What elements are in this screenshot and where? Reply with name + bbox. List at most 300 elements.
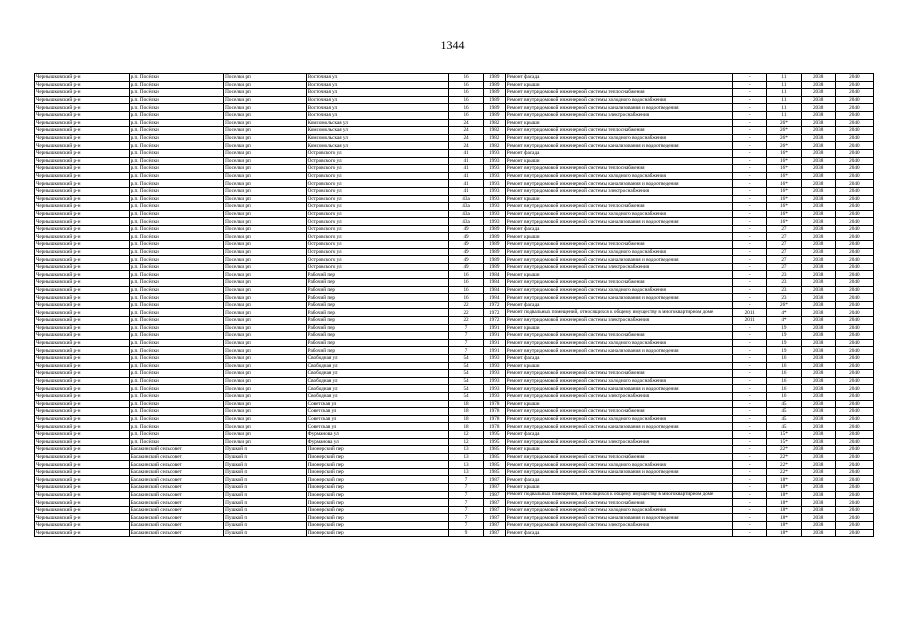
work-type-cell: Ремонт внутридомовой инженерной системы теплоснабжения (505, 370, 732, 378)
table-row (35, 408, 874, 416)
locality-cell: Пушкой п (224, 468, 306, 476)
plan-end-cell: 2040 (835, 377, 873, 385)
table-row (35, 339, 874, 347)
plan-end-cell: 2040 (835, 430, 873, 438)
settlement-cell: р.п. Посёлки (129, 301, 224, 309)
table-row (35, 210, 874, 218)
settlement-cell: р.п. Посёлки (129, 210, 224, 218)
table-row (35, 74, 874, 82)
street-cell: Островского ул (306, 248, 449, 256)
locality-cell: Поселки рп (224, 165, 306, 173)
last-repair-cell: - (733, 362, 767, 370)
plan-end-cell: 2040 (835, 74, 873, 82)
locality-cell: Поселки рп (224, 385, 306, 393)
last-repair-cell: - (733, 529, 767, 537)
plan-start-cell: 2038 (801, 362, 835, 370)
year-built-cell: 1995 (483, 438, 505, 446)
wear-cell: 11 (767, 74, 801, 82)
plan-end-cell: 2040 (835, 468, 873, 476)
district-cell: Чернышковский р-н (35, 423, 130, 431)
last-repair-cell: - (733, 180, 767, 188)
last-repair-cell: - (733, 506, 767, 514)
district-cell: Чернышковский р-н (35, 529, 130, 537)
plan-end-cell: 2040 (835, 491, 873, 499)
district-cell: Чернышковский р-н (35, 111, 130, 119)
district-cell: Чернышковский р-н (35, 271, 130, 279)
wear-cell: 45 (767, 400, 801, 408)
year-built-cell: 1993 (483, 362, 505, 370)
plan-start-cell: 2038 (801, 438, 835, 446)
plan-end-cell: 2040 (835, 89, 873, 97)
locality-cell: Поселки рп (224, 423, 306, 431)
wear-cell: 27 (767, 256, 801, 264)
work-type-cell: Ремонт внутридомовой инженерной системы теплоснабжения (505, 332, 732, 340)
settlement-cell: р.п. Посёлки (129, 187, 224, 195)
settlement-cell: р.п. Посёлки (129, 279, 224, 287)
settlement-cell: р.п. Посёлки (129, 271, 224, 279)
work-type-cell: Ремонт внутридомовой инженерной системы холодного водоснабжения (505, 377, 732, 385)
table-row (35, 256, 874, 264)
street-cell: Пионерский пер (306, 514, 449, 522)
settlement-cell: р.п. Посёлки (129, 180, 224, 188)
locality-cell: Поселки рп (224, 301, 306, 309)
year-built-cell: 1982 (483, 142, 505, 150)
wear-cell: 4* (767, 309, 801, 317)
page-number: 1344 (440, 38, 465, 52)
year-built-cell: 1993 (483, 370, 505, 378)
work-type-cell: Ремонт крыши (505, 446, 732, 454)
last-repair-cell: - (733, 218, 767, 226)
house-cell: 13 (449, 461, 483, 469)
wear-cell: 19 (767, 347, 801, 355)
last-repair-cell: - (733, 89, 767, 97)
plan-start-cell: 2038 (801, 142, 835, 150)
locality-cell: Поселки рп (224, 134, 306, 142)
street-cell: Свободная ул (306, 362, 449, 370)
work-type-cell: Ремонт внутридомовой инженерной системы теплоснабжения (505, 165, 732, 173)
settlement-cell: р.п. Посёлки (129, 286, 224, 294)
plan-start-cell: 2038 (801, 294, 835, 302)
plan-end-cell: 2040 (835, 309, 873, 317)
last-repair-cell: - (733, 415, 767, 423)
plan-end-cell: 2040 (835, 324, 873, 332)
plan-end-cell: 2040 (835, 476, 873, 484)
last-repair-cell: - (733, 225, 767, 233)
settlement-cell: р.п. Посёлки (129, 81, 224, 89)
plan-start-cell: 2038 (801, 89, 835, 97)
last-repair-cell: - (733, 446, 767, 454)
year-built-cell: 1989 (483, 248, 505, 256)
table-row (35, 81, 874, 89)
locality-cell: Поселки рп (224, 392, 306, 400)
wear-cell: 11 (767, 111, 801, 119)
locality-cell: Поселки рп (224, 195, 306, 203)
settlement-cell: р.п. Посёлки (129, 324, 224, 332)
table-row (35, 324, 874, 332)
house-cell: 7 (449, 339, 483, 347)
district-cell: Чернышковский р-н (35, 263, 130, 271)
locality-cell: Поселки рп (224, 233, 306, 241)
district-cell: Чернышковский р-н (35, 385, 130, 393)
street-cell: Свободная ул (306, 377, 449, 385)
plan-end-cell: 2040 (835, 180, 873, 188)
settlement-cell: р.п. Посёлки (129, 415, 224, 423)
last-repair-cell: - (733, 256, 767, 264)
wear-cell: 16 (767, 385, 801, 393)
year-built-cell: 1987 (483, 514, 505, 522)
locality-cell: Поселки рп (224, 286, 306, 294)
locality-cell: Пушкой п (224, 461, 306, 469)
wear-cell: 18* (767, 514, 801, 522)
year-built-cell: 1978 (483, 400, 505, 408)
street-cell: Пионерский пер (306, 522, 449, 530)
work-type-cell: Ремонт фасада (505, 476, 732, 484)
plan-start-cell: 2038 (801, 317, 835, 325)
table-row (35, 491, 874, 499)
plan-end-cell: 2040 (835, 529, 873, 537)
last-repair-cell: - (733, 104, 767, 112)
district-cell: Чернышковский р-н (35, 279, 130, 287)
work-type-cell: Ремонт крыши (505, 324, 732, 332)
settlement-cell: р.п. Посёлки (129, 248, 224, 256)
plan-start-cell: 2038 (801, 491, 835, 499)
house-cell: 41 (449, 157, 483, 165)
settlement-cell: р.п. Посёлки (129, 165, 224, 173)
table-row (35, 96, 874, 104)
wear-cell: 26* (767, 134, 801, 142)
wear-cell: 16* (767, 210, 801, 218)
locality-cell: Поселки рп (224, 408, 306, 416)
work-type-cell: Ремонт внутридомовой инженерной системы электроснабжения (505, 111, 732, 119)
settlement-cell: р.п. Посёлки (129, 370, 224, 378)
plan-start-cell: 2038 (801, 400, 835, 408)
house-cell: 41 (449, 149, 483, 157)
work-type-cell: Ремонт внутридомовой инженерной системы канализования и водоотведения (505, 385, 732, 393)
plan-end-cell: 2040 (835, 453, 873, 461)
year-built-cell: 1993 (483, 157, 505, 165)
settlement-cell: р.п. Посёлки (129, 142, 224, 150)
wear-cell: 22* (767, 468, 801, 476)
locality-cell: Пушкой п (224, 499, 306, 507)
wear-cell: 27 (767, 233, 801, 241)
house-cell: 22 (449, 317, 483, 325)
work-type-cell: Ремонт фасада (505, 301, 732, 309)
settlement-cell: Басакинский сельсовет (129, 453, 224, 461)
work-type-cell: Ремонт крыши (505, 362, 732, 370)
wear-cell: 15* (767, 430, 801, 438)
house-cell: 7 (449, 332, 483, 340)
plan-start-cell: 2038 (801, 256, 835, 264)
wear-cell: 27 (767, 225, 801, 233)
last-repair-cell: 2011 (733, 309, 767, 317)
capital-repair-table (34, 73, 874, 537)
house-cell: 24 (449, 127, 483, 135)
work-type-cell: Ремонт внутридомовой инженерной системы холодного водоснабжения (505, 506, 732, 514)
table-row (35, 438, 874, 446)
street-cell: Пионерский пер (306, 529, 449, 537)
last-repair-cell: - (733, 111, 767, 119)
wear-cell: 11 (767, 89, 801, 97)
locality-cell: Пушкой п (224, 529, 306, 537)
work-type-cell: Ремонт внутридомовой инженерной системы холодного водоснабжения (505, 339, 732, 347)
house-cell: 16 (449, 279, 483, 287)
street-cell: Восточная ул (306, 89, 449, 97)
last-repair-cell: - (733, 271, 767, 279)
settlement-cell: р.п. Посёлки (129, 400, 224, 408)
table-row (35, 279, 874, 287)
street-cell: Восточная ул (306, 74, 449, 82)
last-repair-cell: - (733, 370, 767, 378)
district-cell: Чернышковский р-н (35, 468, 130, 476)
plan-start-cell: 2038 (801, 263, 835, 271)
plan-end-cell: 2040 (835, 423, 873, 431)
plan-start-cell: 2038 (801, 127, 835, 135)
street-cell: Советская ул (306, 400, 449, 408)
year-built-cell: 1991 (483, 347, 505, 355)
district-cell: Чернышковский р-н (35, 370, 130, 378)
plan-end-cell: 2040 (835, 149, 873, 157)
locality-cell: Поселки рп (224, 142, 306, 150)
locality-cell: Поселки рп (224, 149, 306, 157)
plan-start-cell: 2038 (801, 354, 835, 362)
last-repair-cell: - (733, 347, 767, 355)
settlement-cell: Басакинский сельсовет (129, 461, 224, 469)
house-cell: 7 (449, 491, 483, 499)
work-type-cell: Ремонт внутридомовой инженерной системы канализования и водоотведения (505, 104, 732, 112)
locality-cell: Поселки рп (224, 180, 306, 188)
street-cell: Свободная ул (306, 354, 449, 362)
wear-cell: 11 (767, 81, 801, 89)
plan-start-cell: 2038 (801, 468, 835, 476)
district-cell: Чернышковский р-н (35, 522, 130, 530)
house-cell: 13 (449, 453, 483, 461)
settlement-cell: Басакинский сельсовет (129, 529, 224, 537)
year-built-cell: 1991 (483, 324, 505, 332)
table-row (35, 111, 874, 119)
wear-cell: 18* (767, 484, 801, 492)
year-built-cell: 1993 (483, 392, 505, 400)
plan-start-cell: 2038 (801, 104, 835, 112)
locality-cell: Поселки рп (224, 279, 306, 287)
table-row (35, 354, 874, 362)
settlement-cell: Басакинский сельсовет (129, 522, 224, 530)
plan-end-cell: 2040 (835, 195, 873, 203)
locality-cell: Поселки рп (224, 74, 306, 82)
last-repair-cell: - (733, 484, 767, 492)
district-cell: Чернышковский р-н (35, 301, 130, 309)
street-cell: Комсомольская ул (306, 134, 449, 142)
street-cell: Островского ул (306, 233, 449, 241)
table-row (35, 468, 874, 476)
plan-start-cell: 2038 (801, 415, 835, 423)
street-cell: Пионерский пер (306, 461, 449, 469)
street-cell: Островского ул (306, 172, 449, 180)
table-row (35, 286, 874, 294)
plan-start-cell: 2038 (801, 157, 835, 165)
settlement-cell: р.п. Посёлки (129, 332, 224, 340)
wear-cell: 45 (767, 415, 801, 423)
plan-end-cell: 2040 (835, 301, 873, 309)
plan-start-cell: 2038 (801, 377, 835, 385)
district-cell: Чернышковский р-н (35, 225, 130, 233)
district-cell: Чернышковский р-н (35, 499, 130, 507)
plan-end-cell: 2040 (835, 233, 873, 241)
house-cell: 54 (449, 362, 483, 370)
plan-start-cell: 2038 (801, 385, 835, 393)
settlement-cell: р.п. Посёлки (129, 74, 224, 82)
last-repair-cell: - (733, 377, 767, 385)
locality-cell: Пушкой п (224, 506, 306, 514)
district-cell: Чернышковский р-н (35, 400, 130, 408)
table-row (35, 446, 874, 454)
street-cell: Островского ул (306, 256, 449, 264)
plan-start-cell: 2038 (801, 241, 835, 249)
table-row (35, 218, 874, 226)
plan-start-cell: 2038 (801, 134, 835, 142)
plan-end-cell: 2040 (835, 263, 873, 271)
last-repair-cell: - (733, 468, 767, 476)
settlement-cell: Басакинский сельсовет (129, 499, 224, 507)
table-row (35, 499, 874, 507)
last-repair-cell: - (733, 127, 767, 135)
house-cell: 7 (449, 347, 483, 355)
work-type-cell: Ремонт внутридомовой инженерной системы теплоснабжения (505, 89, 732, 97)
wear-cell: 16 (767, 362, 801, 370)
work-type-cell: Ремонт фасада (505, 225, 732, 233)
work-type-cell: Ремонт внутридомовой инженерной системы теплоснабжения (505, 408, 732, 416)
wear-cell: 26* (767, 119, 801, 127)
wear-cell: 16* (767, 218, 801, 226)
street-cell: Рабочий пер (306, 286, 449, 294)
locality-cell: Поселки рп (224, 377, 306, 385)
wear-cell: 26* (767, 142, 801, 150)
table-row (35, 347, 874, 355)
work-type-cell: Ремонт внутридомовой инженерной системы холодного водоснабжения (505, 210, 732, 218)
plan-start-cell: 2038 (801, 514, 835, 522)
locality-cell: Поселки рп (224, 89, 306, 97)
table-row (35, 241, 874, 249)
house-cell: 12 (449, 438, 483, 446)
table-row (35, 157, 874, 165)
table-row (35, 172, 874, 180)
last-repair-cell: - (733, 408, 767, 416)
wear-cell: 11 (767, 96, 801, 104)
house-cell: 49 (449, 263, 483, 271)
locality-cell: Поселки рп (224, 248, 306, 256)
street-cell: Восточная ул (306, 81, 449, 89)
wear-cell: 16 (767, 377, 801, 385)
plan-end-cell: 2040 (835, 461, 873, 469)
table-row (35, 127, 874, 135)
settlement-cell: р.п. Посёлки (129, 157, 224, 165)
locality-cell: Поселки рп (224, 263, 306, 271)
street-cell: Фурманова ул (306, 430, 449, 438)
street-cell: Островского ул (306, 225, 449, 233)
house-cell: 54 (449, 377, 483, 385)
table-row (35, 89, 874, 97)
house-cell: 49 (449, 225, 483, 233)
house-cell: 18 (449, 400, 483, 408)
last-repair-cell: - (733, 400, 767, 408)
year-built-cell: 1987 (483, 499, 505, 507)
street-cell: Пионерский пер (306, 468, 449, 476)
locality-cell: Поселки рп (224, 111, 306, 119)
plan-end-cell: 2040 (835, 210, 873, 218)
district-cell: Чернышковский р-н (35, 165, 130, 173)
district-cell: Чернышковский р-н (35, 203, 130, 211)
table-row (35, 104, 874, 112)
house-cell: 7 (449, 484, 483, 492)
last-repair-cell: - (733, 385, 767, 393)
year-built-cell: 1993 (483, 165, 505, 173)
last-repair-cell: - (733, 499, 767, 507)
street-cell: Пионерский пер (306, 491, 449, 499)
work-type-cell: Ремонт крыши (505, 119, 732, 127)
street-cell: Островского ул (306, 218, 449, 226)
wear-cell: 16* (767, 149, 801, 157)
district-cell: Чернышковский р-н (35, 484, 130, 492)
plan-end-cell: 2040 (835, 172, 873, 180)
last-repair-cell: - (733, 142, 767, 150)
work-type-cell: Ремонт подвальных помещений, относящихся к общему имуществу в многоквартирном доме (505, 309, 732, 317)
wear-cell: 27 (767, 241, 801, 249)
table-row (35, 529, 874, 537)
last-repair-cell: - (733, 423, 767, 431)
settlement-cell: р.п. Посёлки (129, 362, 224, 370)
locality-cell: Поселки рп (224, 271, 306, 279)
last-repair-cell: - (733, 354, 767, 362)
street-cell: Рабочий пер (306, 317, 449, 325)
plan-start-cell: 2038 (801, 195, 835, 203)
plan-end-cell: 2040 (835, 400, 873, 408)
year-built-cell: 1978 (483, 415, 505, 423)
street-cell: Комсомольская ул (306, 127, 449, 135)
wear-cell: 22* (767, 446, 801, 454)
settlement-cell: Басакинский сельсовет (129, 468, 224, 476)
last-repair-cell: - (733, 119, 767, 127)
district-cell: Чернышковский р-н (35, 96, 130, 104)
wear-cell: 19 (767, 339, 801, 347)
work-type-cell: Ремонт внутридомовой инженерной системы холодного водоснабжения (505, 134, 732, 142)
district-cell: Чернышковский р-н (35, 233, 130, 241)
locality-cell: Поселки рп (224, 324, 306, 332)
district-cell: Чернышковский р-н (35, 339, 130, 347)
year-built-cell: 1993 (483, 180, 505, 188)
settlement-cell: р.п. Посёлки (129, 256, 224, 264)
house-cell: 43а (449, 210, 483, 218)
wear-cell: 22* (767, 461, 801, 469)
house-cell: 49 (449, 256, 483, 264)
house-cell: 24 (449, 119, 483, 127)
work-type-cell: Ремонт внутридомовой инженерной системы холодного водоснабжения (505, 286, 732, 294)
year-built-cell: 1989 (483, 89, 505, 97)
street-cell: Советская ул (306, 423, 449, 431)
district-cell: Чернышковский р-н (35, 332, 130, 340)
house-cell: 22 (449, 301, 483, 309)
plan-end-cell: 2040 (835, 339, 873, 347)
year-built-cell: 1989 (483, 241, 505, 249)
last-repair-cell: - (733, 233, 767, 241)
locality-cell: Поселки рп (224, 415, 306, 423)
house-cell: 54 (449, 370, 483, 378)
work-type-cell: Ремонт внутридомовой инженерной системы холодного водоснабжения (505, 96, 732, 104)
locality-cell: Пушкой п (224, 476, 306, 484)
plan-start-cell: 2038 (801, 149, 835, 157)
table-row (35, 203, 874, 211)
street-cell: Островского ул (306, 263, 449, 271)
plan-end-cell: 2040 (835, 362, 873, 370)
year-built-cell: 1984 (483, 286, 505, 294)
